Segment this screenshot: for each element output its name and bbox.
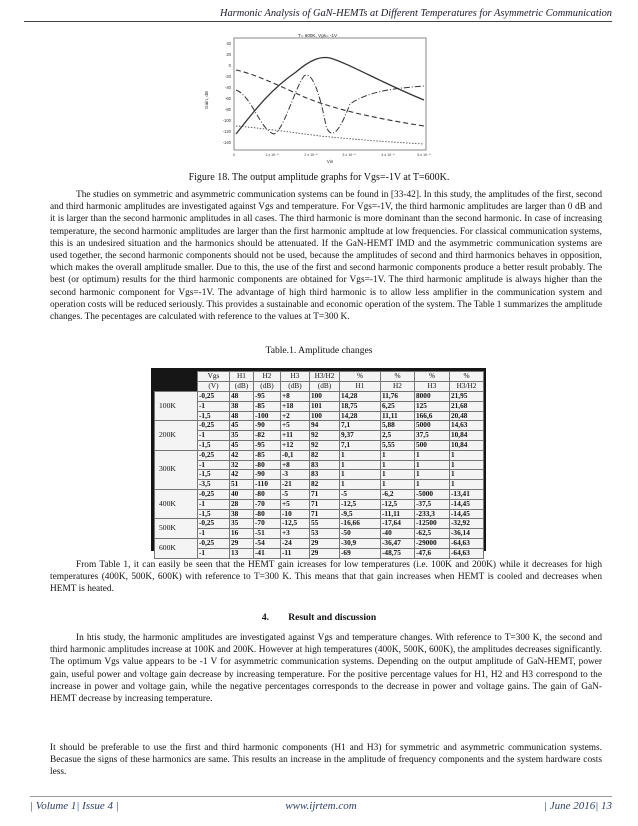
y-tick-label: -140: [222, 140, 231, 145]
table-header-cell: %: [340, 372, 381, 382]
table-header-cell: %: [450, 372, 484, 382]
table-header-cell: (V): [198, 382, 230, 392]
table-row: [155, 509, 484, 519]
table-cell: -1,5: [198, 440, 230, 450]
table-row: [155, 460, 484, 470]
table-header-cell: Vgs: [198, 372, 230, 382]
table-cell: 83: [310, 460, 340, 470]
table-cell: 35: [230, 519, 254, 529]
table-cell: -1: [198, 401, 230, 411]
section-number: 4.: [261, 612, 270, 623]
table-cell: 20,48: [450, 411, 484, 421]
table-row: [155, 480, 484, 490]
table-cell: -90: [254, 421, 281, 431]
running-header: [24, 8, 612, 22]
table-cell: -233,3: [415, 509, 450, 519]
table-cell: -80: [254, 460, 281, 470]
page-footer: [30, 796, 612, 816]
table-cell: +2: [281, 411, 310, 421]
table-cell: -32,92: [450, 519, 484, 529]
y-tick-label: -100: [222, 118, 231, 123]
table-header-cell: H2: [254, 372, 281, 382]
table-header-cell: H3: [281, 372, 310, 382]
table-cell: +5: [281, 499, 310, 509]
table-row: [155, 538, 484, 548]
y-tick-label: -120: [222, 129, 231, 134]
table-cell: 101: [310, 401, 340, 411]
table-cell: 48: [230, 411, 254, 421]
table-cell: -0,25: [198, 450, 230, 460]
table-cell: +11: [281, 431, 310, 441]
table-header-row: [155, 382, 484, 392]
table-cell: 48: [230, 392, 254, 402]
running-title: Harmonic Analysis of GaN-HEMTs at Different Temperatures for Asymmetric Communication: [219, 8, 612, 19]
table-header-cell: H2: [381, 382, 415, 392]
table-cell: 1: [415, 450, 450, 460]
table-cell: -62,5: [415, 529, 450, 539]
table-cell: -110: [254, 480, 281, 490]
table-cell: 1: [381, 480, 415, 490]
table-header-cell: H1: [340, 382, 381, 392]
table-cell: 1: [415, 470, 450, 480]
table-row: [155, 440, 484, 450]
table-cell: 21,68: [450, 401, 484, 411]
temperature-cell: 300K: [155, 450, 198, 489]
table-title: Table.1. Amplitude changes: [265, 345, 373, 356]
table-cell: 40: [230, 489, 254, 499]
table-cell: -69: [340, 548, 381, 558]
table-row: [155, 401, 484, 411]
table-cell: -13,41: [450, 489, 484, 499]
table-cell: -12,5: [381, 499, 415, 509]
table-cell: 1: [340, 450, 381, 460]
temperature-cell: 400K: [155, 489, 198, 518]
table-header-cell: H3: [415, 382, 450, 392]
table-cell: 166,6: [415, 411, 450, 421]
table-cell: 1: [415, 460, 450, 470]
table-cell: 5000: [415, 421, 450, 431]
table-row: [155, 411, 484, 421]
table-cell: 7,1: [340, 440, 381, 450]
table-cell: -64,63: [450, 548, 484, 558]
table-cell: 53: [310, 529, 340, 539]
table-cell: 7,1: [340, 421, 381, 431]
table-cell: -85: [254, 401, 281, 411]
table-cell: -80: [254, 489, 281, 499]
x-tick-label: 3 x 10⁻⁴: [342, 153, 356, 157]
table-cell: +5: [281, 421, 310, 431]
table-corner-cell: [155, 382, 198, 392]
table-cell: 82: [310, 480, 340, 490]
footer-date-page: | June 2016| 13: [543, 800, 612, 812]
table-cell: -1,5: [198, 509, 230, 519]
table-corner-cell: [155, 372, 198, 382]
table-row: [155, 489, 484, 499]
table-cell: +18: [281, 401, 310, 411]
table-cell: 8000: [415, 392, 450, 402]
table-header-cell: %: [381, 372, 415, 382]
footer-website[interactable]: www.ijrtem.com: [285, 800, 357, 812]
table-cell: -0,25: [198, 489, 230, 499]
paragraph-4: It should be preferable to use the first and third harmonic components (H1 and H3) for symmetric and asymmetric communication systems. Becasue the signs of these harmonics are same. This results an increase in the amplitude of frequency components and the system hardware costs less.: [50, 743, 602, 778]
x-tick-label: 2 x 10⁻⁴: [304, 153, 318, 157]
figure-caption: Figure 18. The output amplitude graphs for Vgs=-1V at T=600K.: [188, 172, 450, 183]
table-header-row: [155, 372, 484, 382]
paragraph-1: The studies on symmetric and asymmetric communication systems can be found in [33-42]. In this study, the amplitudes of the first, second and third harmonic amplitudes are investigated against Vgs and temperature. For Vgs=-1V, the third harmonic amplitudes are larger than 0 dB and it is larger than the second harmonic amplitudes in all cases. The third harmonic is more dominant than the second harmonic. In case of increasing temperature, the second harmonic amplitudes are larger than the first harmonic ampltude at low frequencies. For classical communication systems, this is an undesired situation and the harmonics should be attenuated. If the GaN-HEMT IMD and the asymmetric communication systems are used together, the second harmonic components should not be used, because the amplitudes of second and third harmonics behaves in opposition, which makes the overall amplitude smaller. Due to this, the use of the first and second harmonic components produce a better result probably. The best (or optimum) results for the third harmonic components are obtained for Vgs=-1V. The third harmonic amplitude is always higher than the second harmonic component for Vgs=-1V. The advantage of high third harmonic is to allow less amplifier in the communication system and operation costs will be reduced seriously. This provides a sustainable and economic operation of the system. The Table 1 summarizes the amplitude changes. The pecentages are calculated with reference to the values at T=300 K.: [50, 190, 602, 323]
y-tick-label: -40: [224, 85, 231, 90]
table-cell: 500: [415, 440, 450, 450]
table-cell: -24: [281, 538, 310, 548]
table-cell: -80: [254, 509, 281, 519]
table-cell: -48,75: [381, 548, 415, 558]
table-cell: -1: [198, 548, 230, 558]
table-row: [155, 519, 484, 529]
table-cell: -1,5: [198, 411, 230, 421]
table-cell: 21,95: [450, 392, 484, 402]
section-title: Result and discussion: [288, 612, 377, 623]
table-cell: -12,5: [340, 499, 381, 509]
table-cell: -41: [254, 548, 281, 558]
table-cell: 100: [310, 411, 340, 421]
table-cell: -12500: [415, 519, 450, 529]
table-cell: 45: [230, 440, 254, 450]
table-cell: 29: [230, 538, 254, 548]
table-cell: -51: [254, 529, 281, 539]
table-cell: -3,5: [198, 480, 230, 490]
table-cell: -54: [254, 538, 281, 548]
table-cell: -6,2: [381, 489, 415, 499]
table-cell: -85: [254, 450, 281, 460]
table-cell: +8: [281, 392, 310, 402]
table-cell: -0,25: [198, 519, 230, 529]
table-cell: 1: [381, 460, 415, 470]
table-cell: 11,76: [381, 392, 415, 402]
table-cell: 29: [310, 538, 340, 548]
table-cell: 9,37: [340, 431, 381, 441]
table-cell: 42: [230, 470, 254, 480]
table-cell: 14,28: [340, 392, 381, 402]
table-cell: 35: [230, 431, 254, 441]
y-tick-label: -80: [224, 107, 231, 112]
table-cell: -1: [198, 529, 230, 539]
table-cell: 13: [230, 548, 254, 558]
table-cell: -5000: [415, 489, 450, 499]
table-cell: 29: [310, 548, 340, 558]
table-cell: 10,84: [450, 440, 484, 450]
table-cell: 37,5: [415, 431, 450, 441]
table-cell: 1: [450, 450, 484, 460]
table-header-cell: H3/H2: [450, 382, 484, 392]
table-cell: -0,1: [281, 450, 310, 460]
table-cell: -1: [198, 431, 230, 441]
table-cell: 14,63: [450, 421, 484, 431]
table-cell: -0,25: [198, 421, 230, 431]
table-row: [155, 529, 484, 539]
table-cell: -47,6: [415, 548, 450, 558]
table-cell: 51: [230, 480, 254, 490]
table-cell: -50: [340, 529, 381, 539]
temperature-cell: 100K: [155, 392, 198, 421]
table-cell: 38: [230, 401, 254, 411]
temperature-cell: 200K: [155, 421, 198, 450]
table-cell: -16,66: [340, 519, 381, 529]
table-cell: -70: [254, 499, 281, 509]
table-cell: 1: [450, 460, 484, 470]
amplitude-plot: [200, 30, 435, 170]
table-cell: 1: [450, 480, 484, 490]
table-cell: 1: [340, 470, 381, 480]
amplitude-table: [151, 368, 486, 557]
x-tick-label: 4 x 10⁻⁴: [381, 153, 395, 157]
y-tick-label: 20: [226, 52, 231, 57]
table-header-cell: (dB): [230, 382, 254, 392]
table-cell: -3: [281, 470, 310, 480]
table-cell: -14,45: [450, 499, 484, 509]
figure-18: [200, 30, 435, 170]
section-heading: [0, 612, 638, 623]
table-cell: -0,25: [198, 392, 230, 402]
table-row: [155, 470, 484, 480]
table-header-cell: H1: [230, 372, 254, 382]
table-cell: -40: [381, 529, 415, 539]
table-row: [155, 392, 484, 402]
table-row: [155, 499, 484, 509]
table-cell: 1: [450, 470, 484, 480]
y-tick-label: 40: [226, 41, 231, 46]
table-cell: -11: [281, 548, 310, 558]
table-cell: -17,64: [381, 519, 415, 529]
table-cell: 92: [310, 440, 340, 450]
table-cell: 2,5: [381, 431, 415, 441]
table-cell: 18,75: [340, 401, 381, 411]
table-header-cell: (dB): [310, 382, 340, 392]
table-cell: -64,63: [450, 538, 484, 548]
table-cell: -70: [254, 519, 281, 529]
table-cell: -5: [340, 489, 381, 499]
table-cell: -30,9: [340, 538, 381, 548]
table-cell: -90: [254, 470, 281, 480]
temperature-cell: 500K: [155, 519, 198, 539]
table-cell: -11,11: [381, 509, 415, 519]
table-cell: 100: [310, 392, 340, 402]
table-cell: -1,5: [198, 470, 230, 480]
table-cell: -21: [281, 480, 310, 490]
table-cell: -29000: [415, 538, 450, 548]
table-cell: 55: [310, 519, 340, 529]
footer-volume: | Volume 1| Issue 4 |: [30, 800, 119, 812]
table-cell: 82: [310, 450, 340, 460]
table-cell: 11,11: [381, 411, 415, 421]
table-cell: -1: [198, 499, 230, 509]
y-axis-label: Gain, dB: [204, 91, 209, 109]
table-cell: -5: [281, 489, 310, 499]
plot-legend: T= 600K, Vgs= -1V: [298, 33, 338, 38]
table-header-cell: (dB): [254, 382, 281, 392]
table-cell: -9,5: [340, 509, 381, 519]
x-tick-label: 0: [233, 153, 235, 157]
table-cell: 71: [310, 489, 340, 499]
table-cell: 42: [230, 450, 254, 460]
table-row: [155, 450, 484, 460]
table-cell: 1: [381, 470, 415, 480]
x-tick-label: 5 x 10⁻⁴: [417, 153, 431, 157]
table-cell: 1: [340, 480, 381, 490]
y-tick-label: 0: [228, 63, 231, 68]
table-cell: -14,45: [450, 509, 484, 519]
table-row: [155, 421, 484, 431]
table-cell: -1: [198, 460, 230, 470]
table-cell: 6,25: [381, 401, 415, 411]
table-cell: -82: [254, 431, 281, 441]
table-cell: -36,47: [381, 538, 415, 548]
table-cell: 92: [310, 431, 340, 441]
table-cell: +12: [281, 440, 310, 450]
table-cell: 14,28: [340, 411, 381, 421]
paragraph-3: In htis study, the harmonic amplitudes are investigated against Vgs and temperature changes. With reference to T=300 K, the second and third harmonic amplitudes increase at 100K and 200K. However at high temperatures (400K, 500K, 600K), the amplitudes decreases significantly. The optimum Vgs value appears to be -1 V for asymmetric communication systems. Depending on the output amplitude of GaN-HEMT, power gain, useful power and voltage gain decrease by increasing temperature. For the positive percentage values for H1, H2 and H3 correspond to the increase in power and voltage gain, while the negative percentages corresponds to the decrease in power and voltage gains. The gain of GaN-HEMT decrease by increasing temperature.: [50, 633, 602, 705]
table-row: [155, 548, 484, 558]
table-cell: 45: [230, 421, 254, 431]
table-cell: 5,88: [381, 421, 415, 431]
table-cell: 1: [340, 460, 381, 470]
table-cell: 38: [230, 509, 254, 519]
table-cell: -95: [254, 440, 281, 450]
table-cell: -36,14: [450, 529, 484, 539]
table-cell: -12,5: [281, 519, 310, 529]
temperature-cell: 600K: [155, 538, 198, 558]
table-cell: 83: [310, 470, 340, 480]
table-cell: 125: [415, 401, 450, 411]
table-cell: 10,84: [450, 431, 484, 441]
table-cell: 32: [230, 460, 254, 470]
table-cell: -100: [254, 411, 281, 421]
table-cell: -10: [281, 509, 310, 519]
table-header-cell: (dB): [281, 382, 310, 392]
table-cell: 71: [310, 499, 340, 509]
table-row: [155, 431, 484, 441]
table-cell: +3: [281, 529, 310, 539]
table-cell: +8: [281, 460, 310, 470]
table-cell: 16: [230, 529, 254, 539]
table-cell: 71: [310, 509, 340, 519]
paragraph-2: From Table 1, it can easily be seen that the HEMT gain icreases for low temperatures (i.e. 100K and 200K) while it decreases for high temperatures (400K, 500K, 600K) with reference to T=300 K. This means that that gain increases when HEMT is cooled and decreases when HEMT is heated.: [50, 560, 602, 595]
table-cell: 94: [310, 421, 340, 431]
table-cell: 5,55: [381, 440, 415, 450]
table-cell: 1: [381, 450, 415, 460]
table-header-cell: H3/H2: [310, 372, 340, 382]
table-header-cell: %: [415, 372, 450, 382]
table-cell: 1: [415, 480, 450, 490]
x-axis-label: Vin: [326, 159, 334, 164]
table-cell: 28: [230, 499, 254, 509]
table-cell: -37,5: [415, 499, 450, 509]
table-cell: -95: [254, 392, 281, 402]
table-cell: -0,25: [198, 538, 230, 548]
x-tick-label: 1 x 10⁻⁴: [265, 153, 279, 157]
y-tick-label: -20: [224, 74, 231, 79]
y-tick-label: -60: [224, 96, 231, 101]
